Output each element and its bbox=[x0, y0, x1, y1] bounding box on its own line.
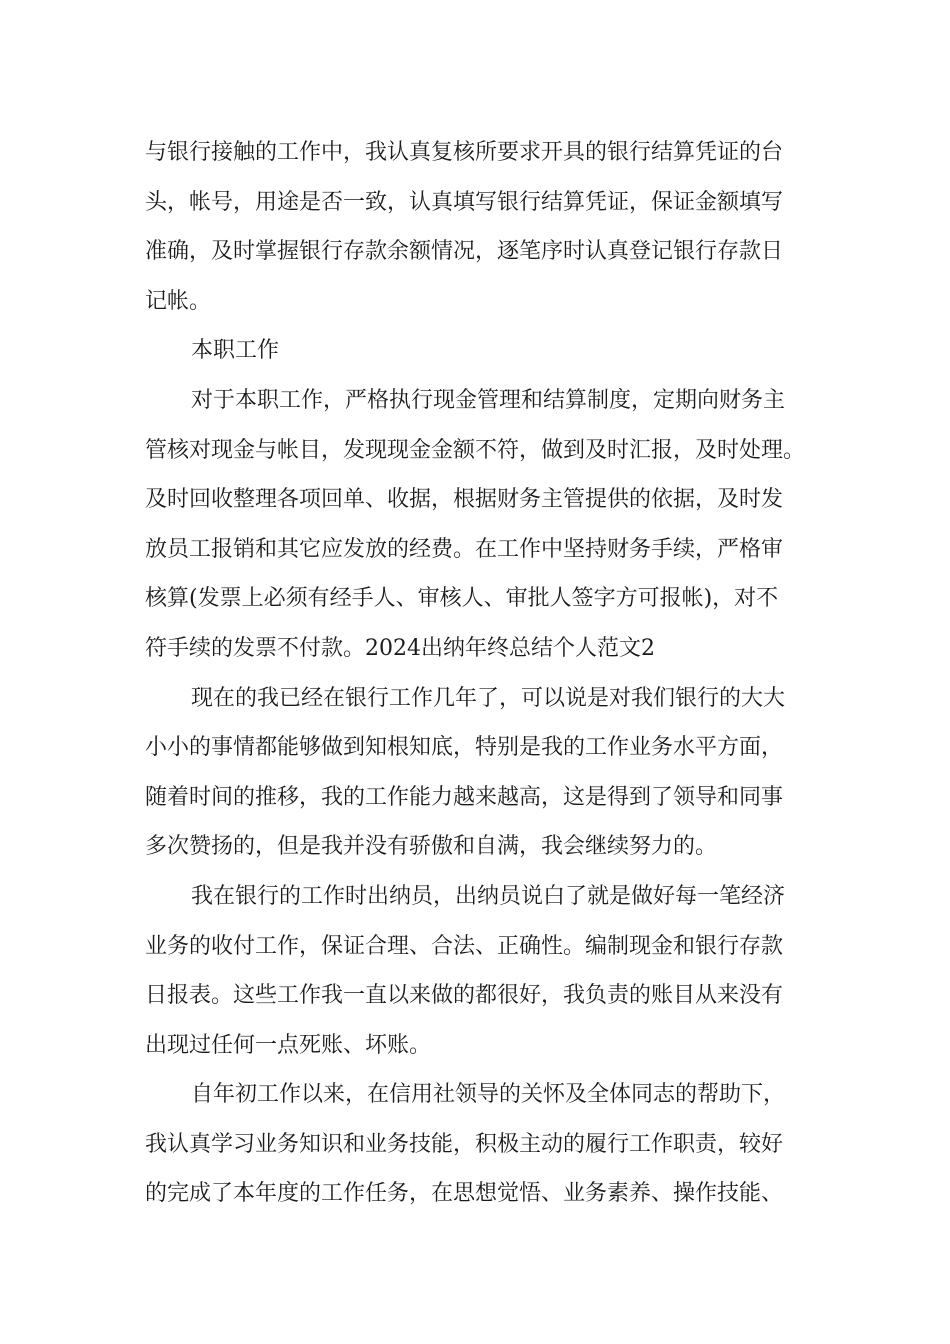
text-line: 对于本职工作，严格执行现金管理和结算制度，定期向财务主 bbox=[191, 387, 786, 413]
paragraph-year-start bbox=[145, 1070, 815, 1219]
paragraph-years-at-bank bbox=[145, 674, 815, 872]
paragraph-bank-contact bbox=[145, 128, 815, 326]
text-line: 管核对现金与帐目，发现现金金额不符，做到及时汇报，及时处理。 bbox=[145, 437, 806, 463]
text-line: 头，帐号，用途是否一致，认真填写银行结算凭证，保证金额填写 bbox=[145, 189, 784, 215]
text-line: 业务的收付工作，保证合理、合法、正确性。编制现金和银行存款 bbox=[145, 933, 784, 959]
text-line: 随着时间的推移，我的工作能力越来越高，这是得到了领导和同事 bbox=[145, 784, 784, 810]
text-line: 记帐。 bbox=[145, 288, 212, 314]
text-line: 小小的事情都能够做到知根知底，特别是我的工作业务水平方面， bbox=[145, 735, 784, 761]
text-line: 现在的我已经在银行工作几年了，可以说是对我们银行的大大 bbox=[191, 685, 786, 711]
text-line: 及时回收整理各项回单、收据，根据财务主管提供的依据，及时发 bbox=[145, 487, 784, 513]
text-line: 核算(发票上必须有经手人、审核人、审批人签字方可报帐)，对不 bbox=[145, 586, 779, 612]
text-line: 放员工报销和其它应发放的经费。在工作中坚持财务手续，严格审 bbox=[145, 536, 784, 562]
text-line: 自年初工作以来，在信用社领导的关怀及全体同志的帮助下， bbox=[191, 1082, 786, 1108]
heading-line: 本职工作 bbox=[191, 338, 280, 364]
document-body bbox=[145, 128, 815, 1219]
text-line: 准确，及时掌握银行存款余额情况，逐笔序时认真登记银行存款日 bbox=[145, 239, 784, 265]
text-line: 日报表。这些工作我一直以来做的都很好，我负责的账目从来没有 bbox=[145, 983, 784, 1009]
text-line: 符手续的发票不付款。2024出纳年终总结个人范文2 bbox=[145, 635, 655, 661]
text-line: 出现过任何一点死账、坏账。 bbox=[145, 1032, 432, 1058]
paragraph-core-duties bbox=[145, 376, 815, 674]
paragraph-cashier-role bbox=[145, 872, 815, 1070]
text-line: 多次赞扬的，但是我并没有骄傲和自满，我会继续努力的。 bbox=[145, 834, 718, 860]
section-heading bbox=[145, 326, 815, 376]
text-line: 我认真学习业务知识和业务技能，积极主动的履行工作职责，较好 bbox=[145, 1131, 784, 1157]
text-line: 与银行接触的工作中，我认真复核所要求开具的银行结算凭证的台 bbox=[145, 140, 784, 165]
text-line: 我在银行的工作时出纳员，出纳员说白了就是做好每一笔经济 bbox=[191, 883, 786, 909]
text-line: 的完成了本年度的工作任务，在思想觉悟、业务素养、操作技能、 bbox=[145, 1181, 784, 1207]
